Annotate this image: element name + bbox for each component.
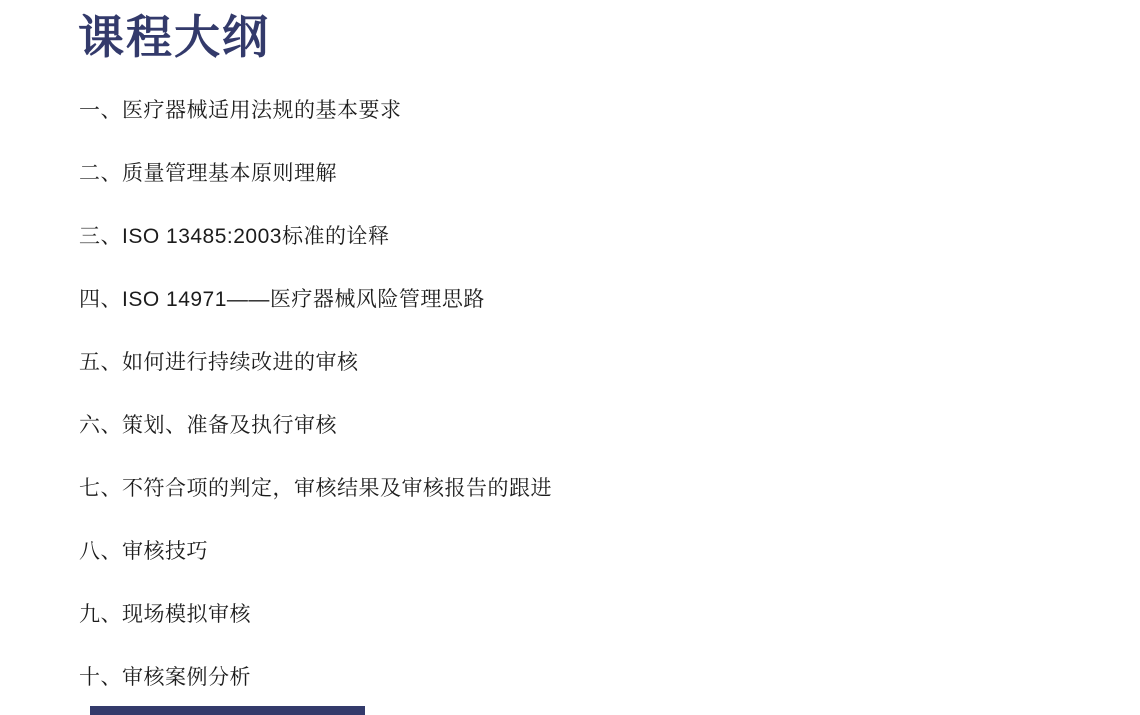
outline-item-4: 四、ISO 14971——医疗器械风险管理思路 bbox=[79, 288, 485, 311]
outline-list bbox=[79, 100, 1100, 715]
outline-item-8: 八、审核技巧 bbox=[79, 540, 208, 563]
accent-bar bbox=[90, 706, 365, 715]
outline-item-1: 一、医疗器械适用法规的基本要求 bbox=[79, 99, 402, 122]
outline-item-7: 七、不符合项的判定，审核结果及审核报告的跟进 bbox=[79, 477, 552, 500]
outline-item-5: 五、如何进行持续改进的审核 bbox=[79, 351, 359, 374]
page-title: 课程大纲 bbox=[78, 11, 270, 63]
outline-item-6: 六、策划、准备及执行审核 bbox=[79, 414, 337, 437]
outline-item-3: 三、ISO 13485:2003标准的诠释 bbox=[79, 225, 390, 248]
outline-item-10: 十、审核案例分析 bbox=[79, 666, 251, 689]
outline-item-9: 九、现场模拟审核 bbox=[79, 603, 251, 626]
outline-item-2: 二、质量管理基本原则理解 bbox=[79, 162, 337, 185]
